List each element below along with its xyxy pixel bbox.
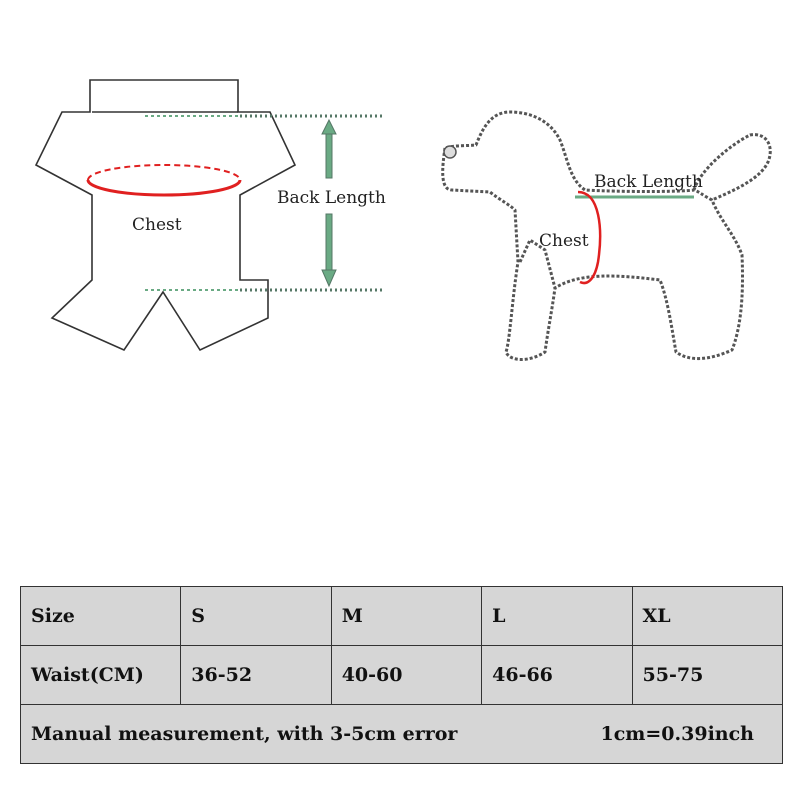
size-xl-cell: XL <box>632 587 782 646</box>
garment-back-length-label: Back Length <box>277 188 386 208</box>
size-table <box>20 586 783 764</box>
waist-s-cell: 36-52 <box>181 646 331 705</box>
size-m-cell: M <box>331 587 481 646</box>
dog-chest-label: Chest <box>539 231 589 251</box>
unit-conversion: 1cm=0.39inch <box>600 723 754 745</box>
waist-row <box>21 646 783 705</box>
measurement-note: Manual measurement, with 3-5cm error <box>31 723 458 745</box>
garment-chest-line <box>88 165 240 195</box>
waist-xl-cell: 55-75 <box>632 646 782 705</box>
dog-nose-icon <box>444 146 456 158</box>
note-row <box>21 705 783 764</box>
size-header-cell: Size <box>21 587 181 646</box>
dog-outline <box>443 112 771 360</box>
size-s-cell: S <box>181 587 331 646</box>
waist-l-cell: 46-66 <box>482 646 632 705</box>
waist-label-cell: Waist(CM) <box>21 646 181 705</box>
garment-chest-label: Chest <box>132 215 182 235</box>
waist-m-cell: 40-60 <box>331 646 481 705</box>
size-l-cell: L <box>482 587 632 646</box>
note-cell <box>21 705 783 764</box>
dog-back-length-label: Back Length <box>594 172 703 192</box>
size-header-row <box>21 587 783 646</box>
